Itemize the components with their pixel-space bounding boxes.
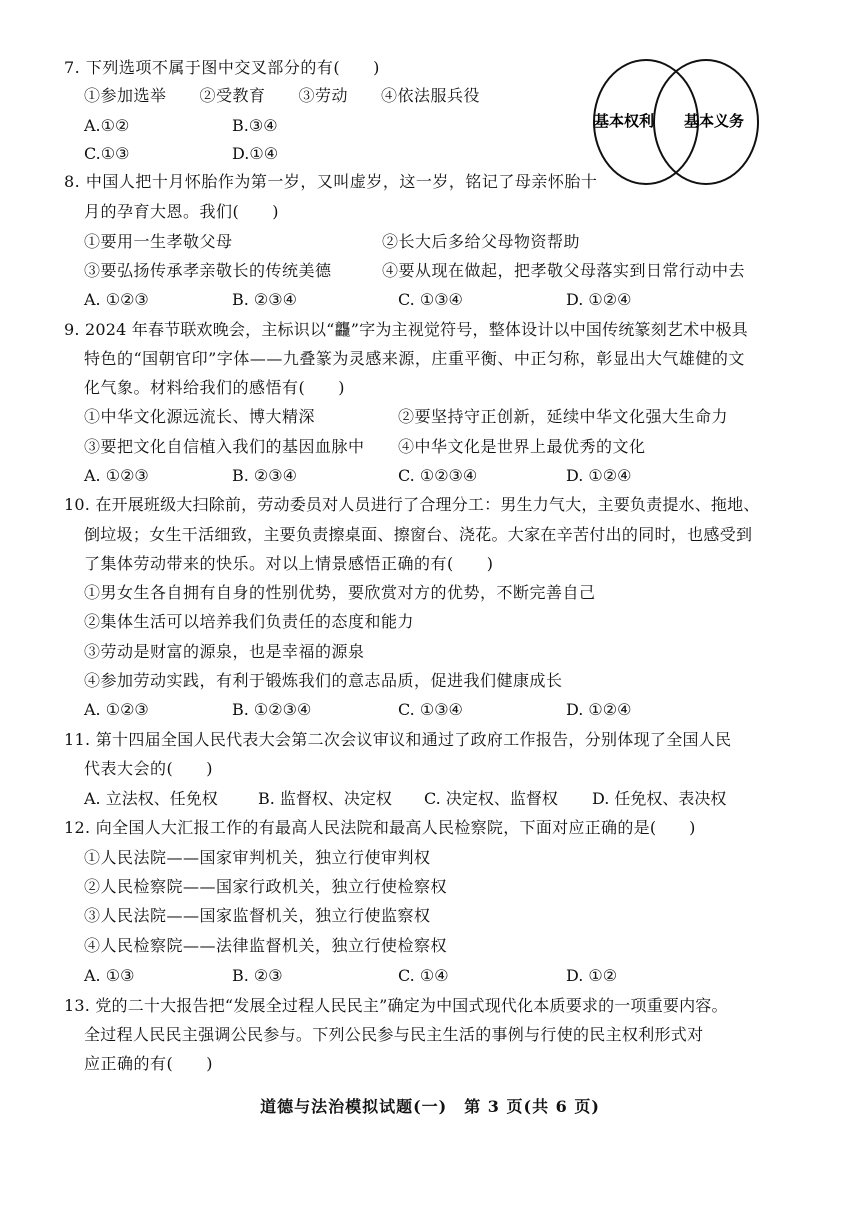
q8-item-2: ②长大后多给父母物资帮助	[382, 232, 581, 251]
q7-stem: 7. 下列选项不属于图中交叉部分的有( )	[64, 58, 380, 77]
q12-item-4: ④人民检察院——法律监督机关，独立行使检察权	[84, 936, 448, 955]
q7-option-c: C.①③	[84, 144, 130, 163]
q10-item-4: ④参加劳动实践，有利于锻炼我们的意志品质，促进我们健康成长	[84, 671, 563, 690]
q9-item-4: ④中华文化是世界上最优秀的文化	[398, 437, 646, 456]
q10-option-b: B. ①②③④	[232, 700, 312, 719]
q13-stem-3: 应正确的有( )	[84, 1054, 213, 1073]
q8-stem-1: 8. 中国人把十月怀胎作为第一岁，又叫虚岁，这一岁，铭记了母亲怀胎十	[64, 172, 598, 191]
q11-stem-2: 代表大会的( )	[84, 759, 213, 778]
q13-stem-2: 全过程人民民主强调公民参与。下列公民参与民主生活的事例与行使的民主权利形式对	[84, 1025, 704, 1044]
q9-option-a: A. ①②③	[84, 466, 149, 485]
q10-stem-2: 倒垃圾；女生干活细致，主要负责擦桌面、擦窗台、浇花。大家在辛苦付出的同时，也感受到	[84, 525, 753, 544]
q9-item-2: ②要坚持守正创新，延续中华文化强大生命力	[398, 407, 729, 426]
q8-item-4: ④要从现在做起，把孝敬父母落实到日常行动中去	[382, 261, 746, 280]
q13-stem-1: 13. 党的二十大报告把“发展全过程人民民主”确定为中国式现代化本质要求的一项重要内容。	[64, 996, 728, 1015]
q9-item-1: ①中华文化源远流长、博大精深	[84, 407, 316, 426]
q9-stem-1: 9. 2024 年春节联欢晚会，主标识以“龘”字为主视觉符号，整体设计以中国传统篆刻艺术中极具	[64, 320, 748, 339]
q12-item-1: ①人民法院——国家审判机关，独立行使审判权	[84, 848, 431, 867]
q9-stem-2: 特色的“国朝官印”字体——九叠篆为灵感来源，庄重平衡、中正匀称，彰显出大气雄健的文	[84, 349, 745, 368]
q11-option-b: B. 监督权、决定权	[258, 789, 392, 808]
venn-diagram	[588, 56, 764, 188]
q9-option-d: D. ①②④	[566, 466, 632, 485]
q12-option-b: B. ②③	[232, 966, 283, 985]
q12-item-3: ③人民法院——国家监督机关，独立行使监察权	[84, 906, 431, 925]
q8-option-c: C. ①③④	[398, 290, 463, 309]
q7-option-d: D.①④	[232, 144, 279, 163]
q10-option-c: C. ①③④	[398, 700, 463, 719]
q12-option-a: A. ①③	[84, 966, 135, 985]
venn-left-label: 基本权利	[593, 112, 655, 130]
page-footer: 道德与法治模拟试题(一) 第 3 页(共 6 页)	[260, 1097, 600, 1116]
q8-option-d: D. ①②④	[566, 290, 632, 309]
q10-item-3: ③劳动是财富的源泉，也是幸福的源泉	[84, 642, 365, 661]
q10-item-2: ②集体生活可以培养我们负责任的态度和能力	[84, 612, 415, 631]
q10-option-a: A. ①②③	[84, 700, 149, 719]
q8-option-a: A. ①②③	[84, 290, 149, 309]
q7-option-b: B.③④	[232, 116, 278, 135]
q9-option-c: C. ①②③④	[398, 466, 478, 485]
q10-stem-3: 了集体劳动带来的快乐。对以上情景感悟正确的有( )	[84, 554, 494, 573]
q10-item-1: ①男女生各自拥有自身的性别优势，要欣赏对方的优势，不断完善自己	[84, 583, 596, 602]
q7-items: ①参加选举 ②受教育 ③劳动 ④依法服兵役	[84, 86, 481, 105]
q11-option-d: D. 任免权、表决权	[592, 789, 727, 808]
q12-option-c: C. ①④	[398, 966, 449, 985]
q7-option-a: A.①②	[84, 116, 130, 135]
q10-option-d: D. ①②④	[566, 700, 632, 719]
q12-stem: 12. 向全国人大汇报工作的有最高人民法院和最高人民检察院，下面对应正确的是( )	[64, 818, 696, 837]
q11-stem-1: 11. 第十四届全国人民代表大会第二次会议审议和通过了政府工作报告，分别体现了全国人民	[64, 730, 732, 749]
q10-stem-1: 10. 在开展班级大扫除前，劳动委员对人员进行了合理分工：男生力气大，主要负责提水、拖地、	[64, 495, 760, 514]
q9-item-3: ③要把文化自信植入我们的基因血脉中	[84, 437, 365, 456]
q12-item-2: ②人民检察院——国家行政机关，独立行使检察权	[84, 877, 448, 896]
q8-option-b: B. ②③④	[232, 290, 297, 309]
q11-option-c: C. 决定权、监督权	[424, 789, 558, 808]
q9-option-b: B. ②③④	[232, 466, 297, 485]
venn-right-label: 基本义务	[683, 112, 745, 130]
q8-item-3: ③要弘扬传承孝亲敬长的传统美德	[84, 261, 332, 280]
q12-option-d: D. ①②	[566, 966, 618, 985]
q11-option-a: A. 立法权、任免权	[84, 789, 218, 808]
q8-stem-2: 月的孕育大恩。我们( )	[84, 202, 279, 221]
q9-stem-3: 化气象。材料给我们的感悟有( )	[84, 378, 345, 397]
q8-item-1: ①要用一生孝敬父母	[84, 232, 233, 251]
